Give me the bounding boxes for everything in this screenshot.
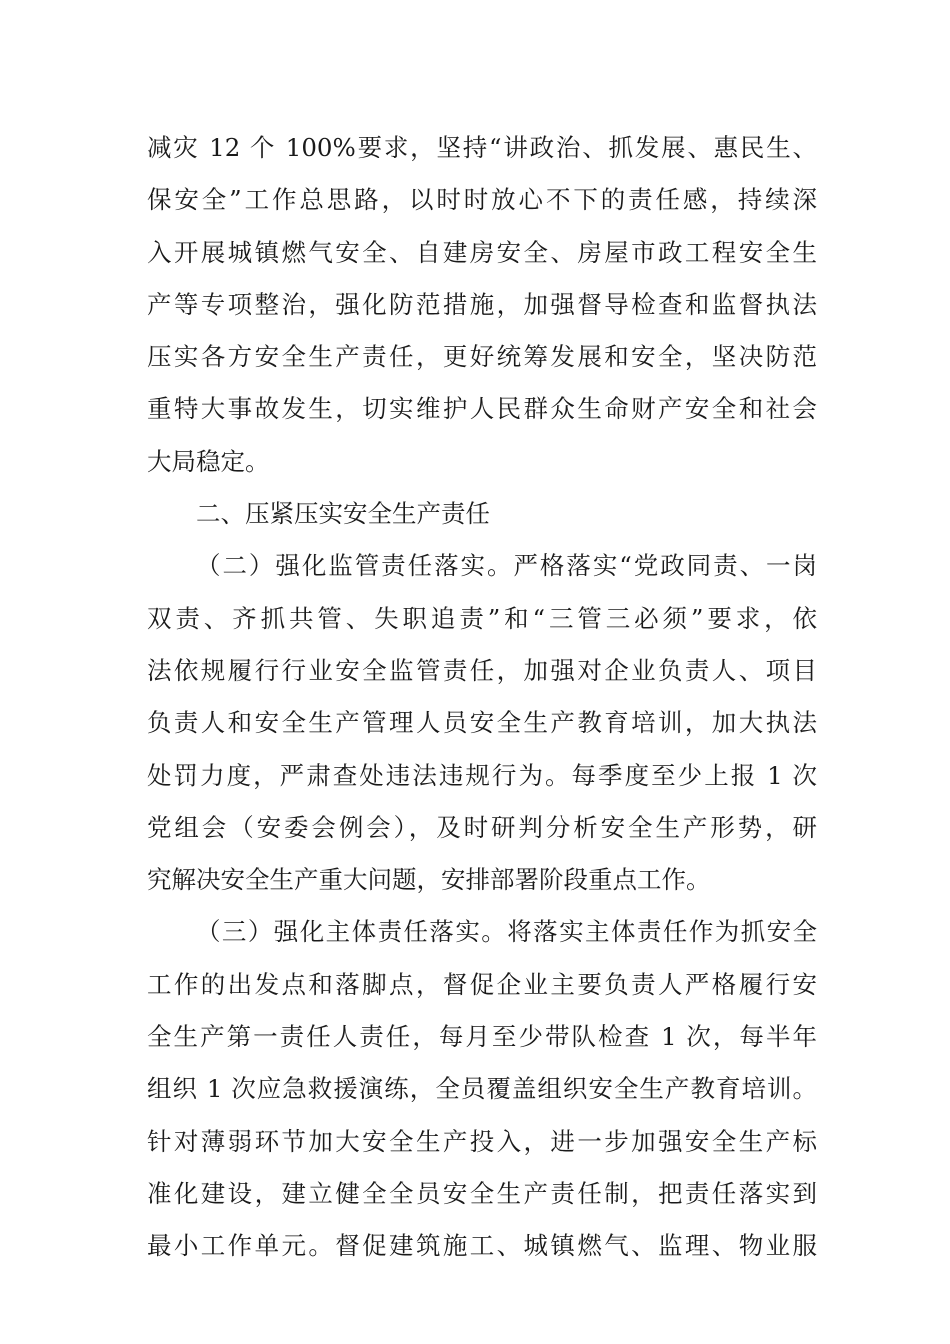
paragraph-line: 重特大事故发生，切实维护人民群众生命财产安全和社会 <box>147 394 817 424</box>
paragraph-line: 党组会（安委会例会），及时研判分析安全生产形势，研 <box>147 812 817 842</box>
paragraph-line: 法依规履行行业安全监管责任，加强对企业负责人、项目 <box>147 655 817 685</box>
section-heading: 二、压紧压实安全生产责任 <box>196 499 490 529</box>
paragraph-line: 保安全”工作总思路，以时时放心不下的责任感，持续深 <box>147 185 817 215</box>
paragraph-line: 大局稳定。 <box>147 446 270 476</box>
document-body <box>147 122 817 1273</box>
paragraph-line: 最小工作单元。督促建筑施工、城镇燃气、监理、物业服 <box>147 1231 817 1261</box>
paragraph-line: 究解决安全生产重大问题，安排部署阶段重点工作。 <box>147 865 711 895</box>
paragraph-line: 双责、齐抓共管、失职追责”和“三管三必须”要求，依 <box>147 603 817 633</box>
paragraph-line: 针对薄弱环节加大安全生产投入，进一步加强安全生产标 <box>147 1126 817 1156</box>
paragraph-line: （二）强化监管责任落实。严格落实“党政同责、一岗 <box>196 551 817 581</box>
paragraph-line: 产等专项整治，强化防范措施，加强督导检查和监督执法 <box>147 289 817 319</box>
paragraph-line: 减灾 12 个 100%要求，坚持“讲政治、抓发展、惠民生、 <box>147 133 817 162</box>
paragraph-line: 全生产第一责任人责任，每月至少带队检查 1 次，每半年 <box>147 1022 817 1052</box>
paragraph-line: 准化建设，建立健全全员安全生产责任制，把责任落实到 <box>147 1178 817 1208</box>
paragraph-line: 负责人和安全生产管理人员安全生产教育培训，加大执法 <box>147 708 817 738</box>
paragraph-line: 入开展城镇燃气安全、自建房安全、房屋市政工程安全生 <box>147 237 817 267</box>
paragraph-line: 压实各方安全生产责任，更好统筹发展和安全，坚决防范 <box>147 342 817 372</box>
paragraph-line: 处罚力度，严肃查处违法违规行为。每季度至少上报 1 次 <box>147 760 817 790</box>
paragraph-line: （三）强化主体责任落实。将落实主体责任作为抓安全 <box>196 917 817 947</box>
paragraph-line: 组织 1 次应急救援演练，全员覆盖组织安全生产教育培训。 <box>147 1074 817 1104</box>
paragraph-line: 工作的出发点和落脚点，督促企业主要负责人严格履行安 <box>147 969 817 999</box>
